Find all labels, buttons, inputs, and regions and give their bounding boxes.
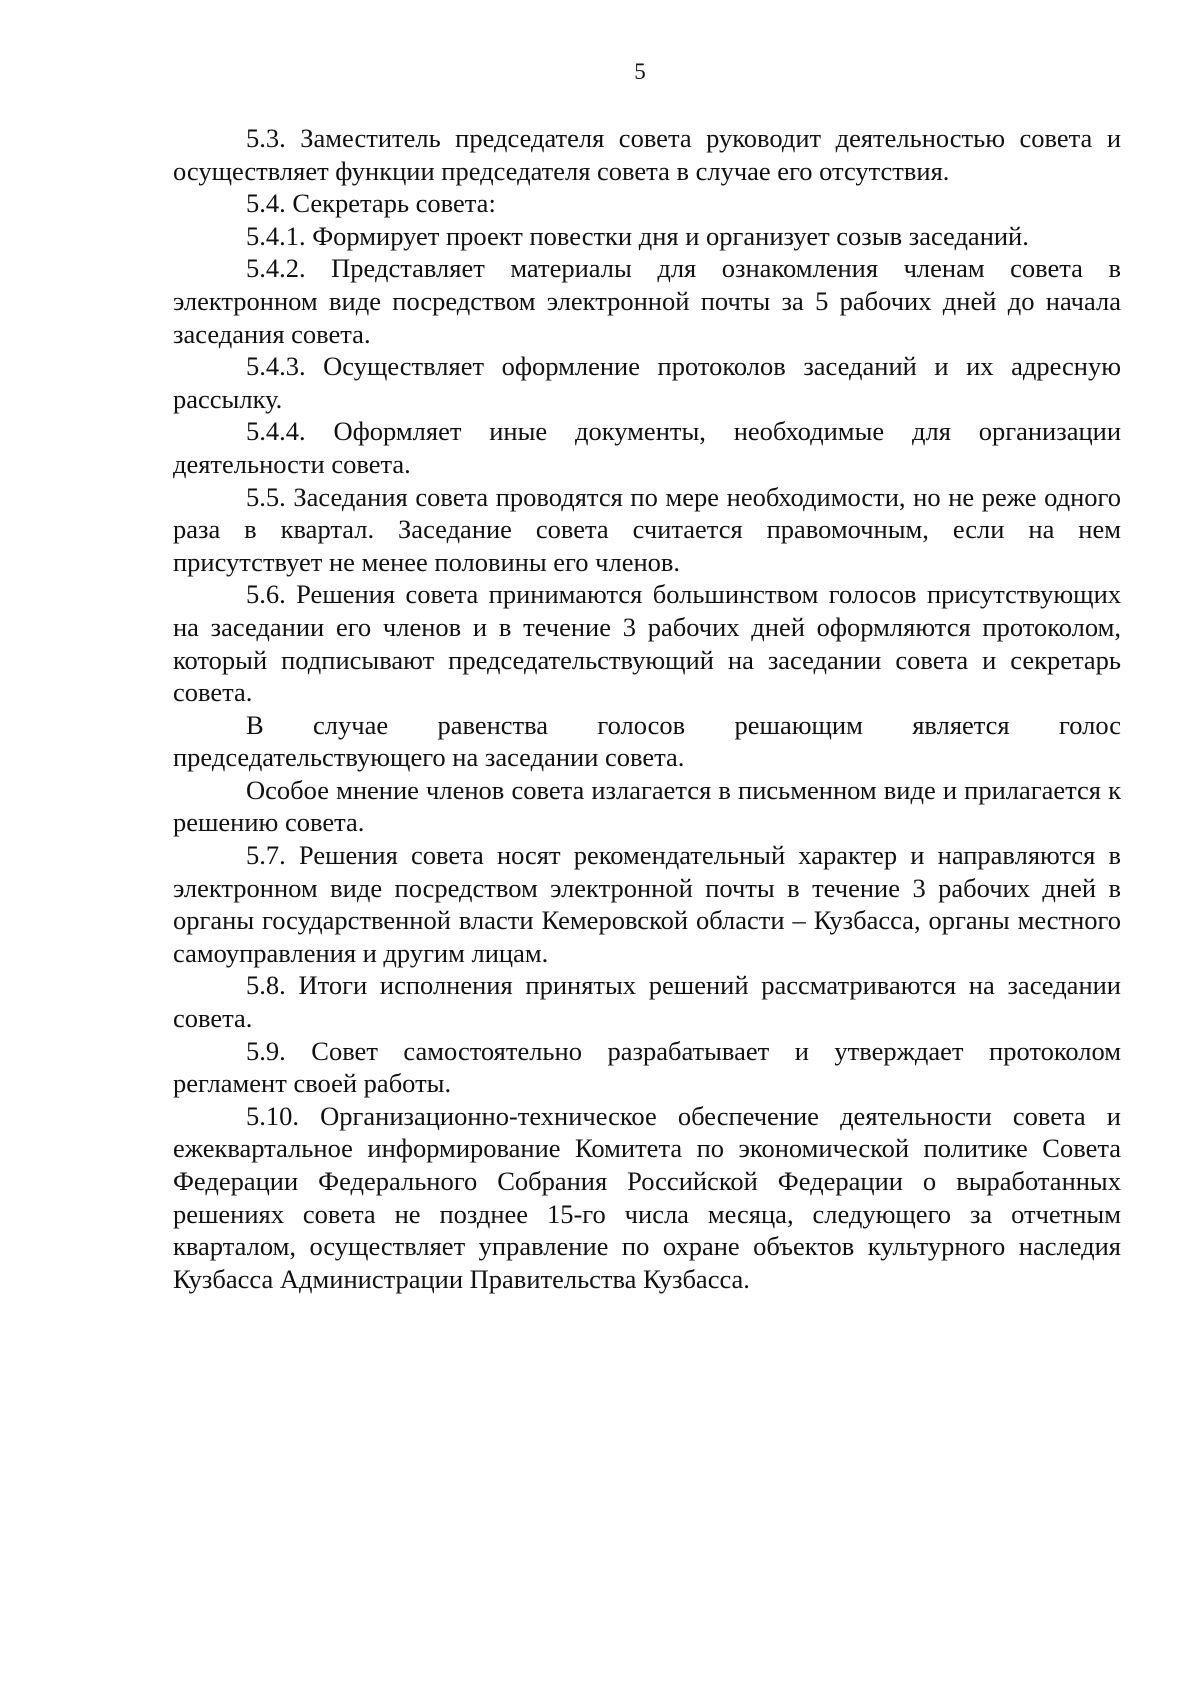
paragraph-5-4-2: 5.4.2. Представляет материалы для ознакомления членам совета в электронном виде посредством электронной почты за 5 рабочих дней до начала заседания совета. [173,253,1121,349]
paragraph-5-4-1: 5.4.1. Формирует проект повестки дня и организует созыв заседаний. [246,220,1029,251]
paragraph-5-4-4: 5.4.4. Оформляет иные документы, необходимые для организации деятельности совета. [173,416,1121,479]
paragraph-5-5: 5.5. Заседания совета проводятся по мере необходимости, но не реже одного раза в квартал. Заседание совета считается правомочным, если на нем присутствует не менее половины его членов. [173,481,1121,577]
paragraph-dissenting-opinion: Особое мнение членов совета излагается в письменном виде и прилагается к решению совета. [173,774,1121,838]
document-body [173,122,1121,1295]
paragraph-5-9: 5.9. Совет самостоятельно разрабатывает и утверждает протоколом регламент своей работы. [173,1035,1121,1099]
paragraph-5-6: 5.6. Решения совета принимаются большинством голосов присутствующих на заседании его членов и в течение 3 рабочих дней оформляются протоколом, который подписывают председательствующий на заседании совета и секретарь совета. [173,579,1121,708]
page-number: 5 [634,59,646,84]
paragraph-5-7: 5.7. Решения совета носят рекомендательный характер и направляются в электронном виде посредством электронной почты в течение 3 рабочих дней в органы государственной власти Кемеровской области – Кузбасса, органы местного самоуправления и другим лицам. [173,840,1121,968]
paragraph-tie-vote: В случае равенства голосов решающим является голос председательствующего на заседании совета. [173,709,1121,773]
paragraph-5-3: 5.3. Заместитель председателя совета руководит деятельностью совета и осуществляет функции председателя совета в случае его отсутствия. [173,123,1121,186]
paragraph-5-4: 5.4. Секретарь совета: [246,188,496,219]
paragraph-5-4-3: 5.4.3. Осуществляет оформление протоколов заседаний и их адресную рассылку. [173,351,1121,414]
paragraph-5-10: 5.10. Организационно-техническое обеспечение деятельности совета и ежеквартальное информирование Комитета по экономической политике Совета Федерации Федерального Собрания Российской Федерации о выработанных решениях совета не позднее 15-го числа месяца, следующего за отчетным кварталом, осуществляет управление по охране объектов культурного наследия Кузбасса Администрации Правительства Кузбасса. [173,1100,1121,1294]
paragraph-5-8: 5.8. Итоги исполнения принятых решений рассматриваются на заседании совета. [173,970,1121,1034]
